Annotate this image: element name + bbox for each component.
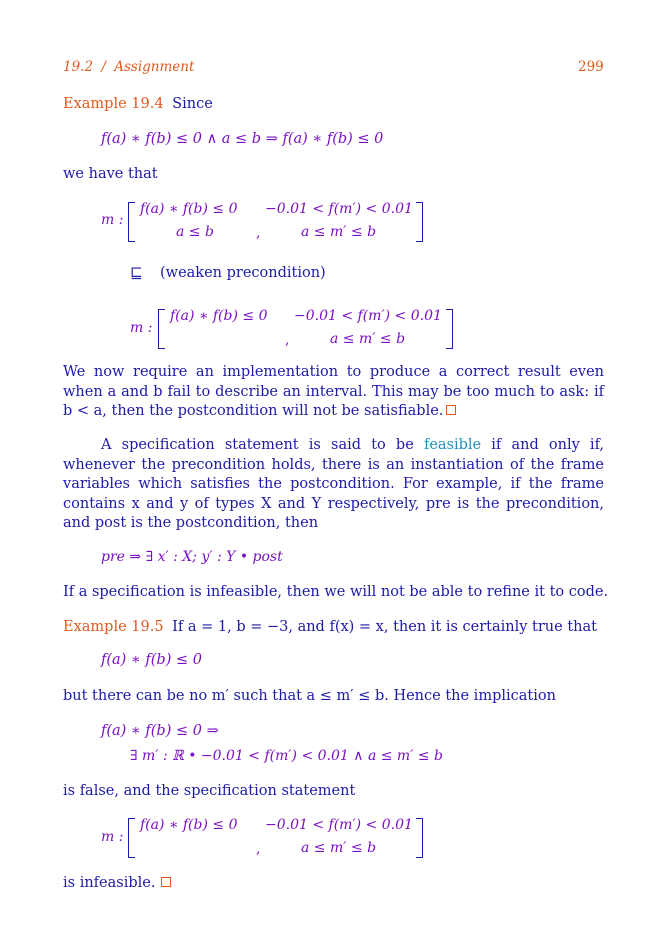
spec-post-bottom: a ≤ m′ ≤ b [301,224,377,240]
infeasible-sentence: If a specification is infeasible, then we will not be able to refine it to code. [63,584,609,600]
feasible-before: A specification statement is said to be [101,437,414,453]
section-title: Assignment [114,59,195,75]
example-intro: Since [172,96,213,112]
spec-post-top: −0.01 < f(m′) < 0.01 [294,308,442,324]
left-bracket [128,818,135,858]
we-have-that: we have that [63,166,158,182]
spec-post-top: −0.01 < f(m′) < 0.01 [265,817,413,833]
right-bracket [416,818,423,858]
is-false-line: is false, and the specification statement [63,783,356,799]
refine-note: (weaken precondition) [160,265,326,281]
running-header [63,59,194,75]
spec-pre-top: f(a) ∗ f(b) ≤ 0 [140,817,238,833]
implication-line-1: f(a) ∗ f(b) ≤ 0 ⇒ [101,723,219,739]
spec-comma: , [256,225,261,241]
spec-pre-top: f(a) ∗ f(b) ≤ 0 [170,308,268,324]
interval-paragraph-text: We now require an implementation to produce a correct result even when a and b fail to describe an interval. This may be too much to ask: if b < a, then the postcondition will not be satisfiable. [63,364,604,419]
spec-frame: m : [101,212,124,228]
example-intro: If a = 1, b = −3, and f(x) = x, then it is certainly true that [172,619,597,635]
formula-product: f(a) ∗ f(b) ≤ 0 [101,652,202,668]
example-19-5-heading [63,618,597,638]
feasible-after: if and only if, whenever the precondition holds, there is an instantiation of the frame variables which satisfies the postcondition. For example, if the frame contains x and y of types X and Y respectively, pre is the precondition, and post is the postcondition, then [63,437,605,531]
left-bracket [128,202,135,242]
spec-pre-top: f(a) ∗ f(b) ≤ 0 [140,201,238,217]
feasible-paragraph [63,436,604,534]
example-label: Example 19.5 [63,619,164,635]
qed-box-icon [161,877,171,887]
spec-post-top: −0.01 < f(m′) < 0.01 [265,201,413,217]
header-separator: / [101,59,106,75]
spec-frame: m : [101,829,124,845]
spec-post-bottom: a ≤ m′ ≤ b [330,331,406,347]
left-bracket [158,309,165,349]
spec-comma: , [256,841,261,857]
example-label: Example 19.4 [63,96,164,112]
feasible-term: feasible [423,437,482,453]
is-infeasible-line [63,874,171,894]
but-line: but there can be no m′ such that a ≤ m′ ≤ b. Hence the implication [63,688,556,704]
page-number: 299 [578,59,604,75]
example-19-4-heading [63,95,213,115]
formula-feasibility: pre ⇒ ∃ x′ : X; y′ : Y • post [101,549,283,565]
spec-frame: m : [130,320,153,336]
right-bracket [416,202,423,242]
spec-pre-bottom: a ≤ b [176,224,214,240]
refine-symbol: ⊑ [130,264,143,282]
is-infeasible-text: is infeasible. [63,875,156,891]
formula-implication: f(a) ∗ f(b) ≤ 0 ∧ a ≤ b ⇒ f(a) ∗ f(b) ≤ 0 [101,131,384,147]
implication-line-2: ∃ m′ : ℝ • −0.01 < f(m′) < 0.01 ∧ a ≤ m′ ≤ b [130,748,443,764]
right-bracket [446,309,453,349]
section-number: 19.2 [63,59,94,75]
spec-post-bottom: a ≤ m′ ≤ b [301,840,377,856]
qed-box-icon [446,405,456,415]
spec-comma: , [285,332,290,348]
interval-paragraph [63,363,604,422]
